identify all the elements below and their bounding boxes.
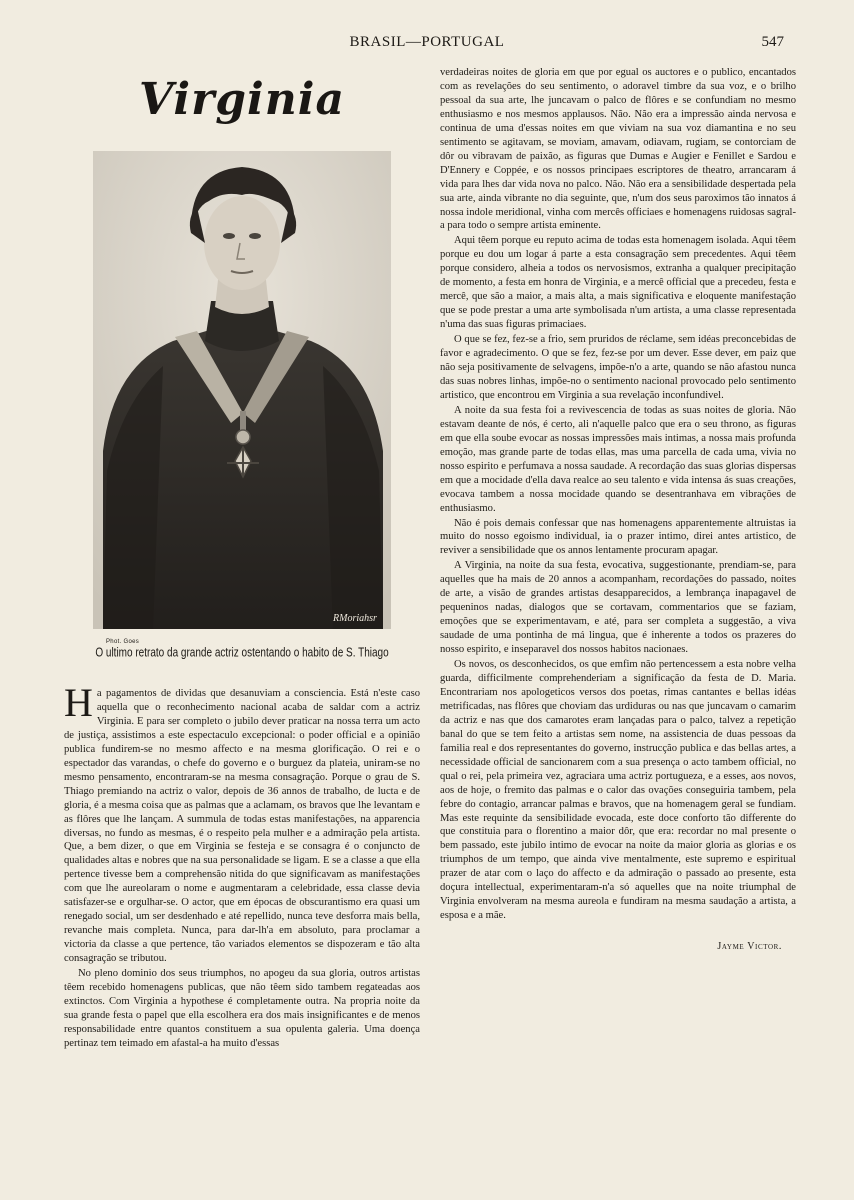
article-paragraph: Aqui têem porque eu reputo acima de todas esta homenagem isolada. Aqui têem porque eu dou um logar á parte a esta consagração sem precedentes. Aqui têem porque considero, alheia a todos os nervosismos, extranha a qualquer precipitação de momento, a festa em honra de Virginia, e a mercê official que a precedeu, festa e mercê, que são a maior, a mais alta, a mais significativa e eloquente manifestação que se pode prestar a uma arte symbolisada n'um artista, a uma classe representada n'uma das suas figuras primaciaes. <box>440 235 796 331</box>
article-paragraph: Os novos, os desconhecidos, os que emfim não pertencessem a esta nobre velha guarda, difficilmente comprehenderiam a significação da festa de D. Maria. Encontrariam nos apologeticos versos dos poetas, rimas cantantes e bellas idéas metrificadas, nas flôres que choviam das urdiduras ou nas que juncavam o camarim da actriz e nas que dos camarotes eram lançadas para o palco, talvez a repetição banal do que se tem feito a artistas sem nome, na assistencia de duas pessoas da familia real e dos representantes do governo, instrucção publica e das bellas artes, a necessidade official de sancionarem com a sua presença o acto tambem official, no qual o rei, pela primeira vez, agraciara uma actriz portugueza, e a esses, aos novos, aos de hoje, o fremito das palmas e o calor das ovações conseguiria tambem, pela febre do contagio, arrancar palmas e bravos, que na homenagem geral se fundiam. Mas este requinte da sensibilidade evocada, este doce conforto tão differente do que constituia para o florentino a maior dôr, que era: recordar no mal presente o bem passado, este jubilo intimo de evocar na noite da maior gloria as glorias e os triumphos de um tempo, que ainda vive mentalmente, este supremo e espiritual prazer de atar com o laço do affecto e da admiração o passado ao presente, esta doçura intellectual, experimentaram-n'a só aquelles que na noite triumphal de Virginia envolveram na mesma aureola e fundiram na mesma saudação a artista, a esposa e a mãe. <box>440 659 796 922</box>
portrait-illustration <box>93 151 391 629</box>
paragraph-text: a pagamentos de dividas que desanuviam a consciencia. Está n'este caso aquella que o reconhecimento nacional acaba de saldar com a actriz Virginia. E para ser completo o jubilo dever praticar na nossa terra um acto de justiça, assistimos a este espectaculo excepcional: o poder official e a opinião publica fundirem-se no mesmo affecto e na mesma glorificação. O rei e o espectador das varandas, o chefe do governo e o burguez da plateia, uniram-se no mesmo pensamento, encontraram-se na mesma consagração. Porque o grau de S. Thiago premiando na actriz o valor, depois de 36 annos de trabalho, de lucta e de gloria, é a mesma coisa que as palmas que a aclamam, os bravos que lhe levantam e as flôres que lhe lançam. A summula de todas estas manifestações, na apparencia diversas, no fundo as mesmas, é o respeito pela mulher e a admiração pela artista. Que, a bem dizer, o que em Virginia se festeja e se consagra é o conjuncto de qualidades altas e nobres que na sua personalidade se ligam. E se a classe a que ella pertence tivesse bem a comprehensão nitida do que significavam as manifestações com que lhe aureolaram o nome e augmentaram a celebridade, essa classe devia satisfazer-se e orgulhar-se. O actor, que em épocas de obscurantismo era quasi um renegado social, um ser desdenhado e até repellido, nunca teve desforra mais bella, revanche mais completa. Nunca, para dar-lh'a em absoluto, para proclamar a victoria da classe a que pertence, tão variados elementos se dispozeram e tão alta consagração se tributou. <box>64 688 420 965</box>
article-paragraph: verdadeiras noites de gloria em que por egual os auctores e o publico, encantados com as revelações do seu sentimento, o adoravel timbre da sua voz, e o brilho pessoal da sua arte, lhe juncavam o palco de flôres e se confundiam no mesmo enthusiasmo e nos mesmos applausos. Não. Não era a impressão ainda nervosa e continua de uma d'essas noites em que viviam na sua voz diamantina e no seu sentimento se agitavam, se moviam, amavam, odiavam, rugiam, se contorciam de dôr ou vibravam de paixão, as figuras que Dumas e Augier e Fenillet e Sardou e D'Ennery e Coppée, e os nossos principaes escriptores de theatro, arrancaram á vida para lhes dar vida nova no palco. Não. Não era a sensibilidade despertada pela sua arte, ainda vibrante no dia seguinte, que, n'um dos seus paroximos tão innatos á nossa indole meridional, vinha com mercês officiaes e homenagens ruidosas sagral-a para todo o sempre artista eminente. <box>440 67 796 232</box>
article-paragraph <box>64 680 420 966</box>
article-paragraph: O que se fez, fez-se a frio, sem pruridos de réclame, sem idéas preconcebidas de favor e agradecimento. O que se fez, fez-se por um dever. Esse dever, em paiz que não seja positivamente de selvagens, impõe-n'o a arte, quando se não afastou nunca das suas nobres linhas, impõe-no o sentimento nacional provocado pelo sentimento artistico, que encontrou em Virginia a sua revelação inconfundivel. <box>440 334 796 401</box>
article-paragraph: A noite da sua festa foi a revivescencia de todas as suas noites de gloria. Não estavam deante de nós, é certo, ali n'aquelle palco que era o seu throno, as figuras em que ella soube evocar as nossas impressões mais intimas, a nossa mais profunda emoção, mas grande parte de todas ellas, mas uma parcella de cada uma, vivia no nosso espirito e perfumava a nossa saudade. A recordação das suas glorias dispersas em que a mocidade d'ella dava realce ao seu talento e vida intensa ás suas creações, evocava tambem a nossa mocidade quando se desentranhava em vibrações de enthusiasmo. <box>440 404 796 514</box>
page-number: 547 <box>761 34 784 50</box>
left-column <box>64 68 420 1051</box>
running-title: BRASIL—PORTUGAL <box>349 34 505 50</box>
article-paragraph: A Virginia, na noite da sua festa, evocativa, suggestionante, prendiam-se, para aquelles que ha mais de 20 annos a acompanham, recordações do passado, noites de arte, a visão de grandes artistas desapparecidos, a lembrança inapagavel de pequeninos nadas, dialogos que se cortavam, commentarios que se faziam, emoções que se experimentavam, e até, para ser completa a suggestão, a viva saudade de uma pontinha de má lingua, que é inherente a todos os prazeres do nosso espirito, e inseparavel dos nossos habitos nacionaes. <box>440 560 796 656</box>
photo-caption: O ultimo retrato da grande actriz ostentando o habito de S. Thiago <box>95 646 389 661</box>
article-title: Virginia <box>139 74 345 125</box>
photo-signature: RMoriahsr <box>333 613 377 624</box>
article-paragraph: No pleno dominio dos seus triumphos, no apogeu da sua gloria, outros artistas têem recebido homenagens publicas, que não têem sido tambem regateadas aos extinctos. Com Virginia a hypothese é completamente outra. Na propria noite da sua grande festa o papel que ella escolhera era dos mais insignificantes e de menos responsabilidade entre quantos constituem a sua opulenta galeria. Uma doença pertinaz tem teimado em afastal-a ha muito d'essas <box>64 968 420 1049</box>
drop-cap: H <box>64 680 93 725</box>
portrait-photo <box>93 151 391 629</box>
photo-credit: Phot. Goes <box>106 639 140 645</box>
right-column <box>440 66 796 952</box>
article-paragraph: Não é pois demais confessar que nas homenagens apparentemente altruistas ia muito do nosso egoismo individual, ia o prazer intimo, direi antes artistico, de reviver a sensibilidade que os annos lentamente procuram apagar. <box>440 517 796 557</box>
author-signature: Jayme Victor. <box>717 941 782 953</box>
